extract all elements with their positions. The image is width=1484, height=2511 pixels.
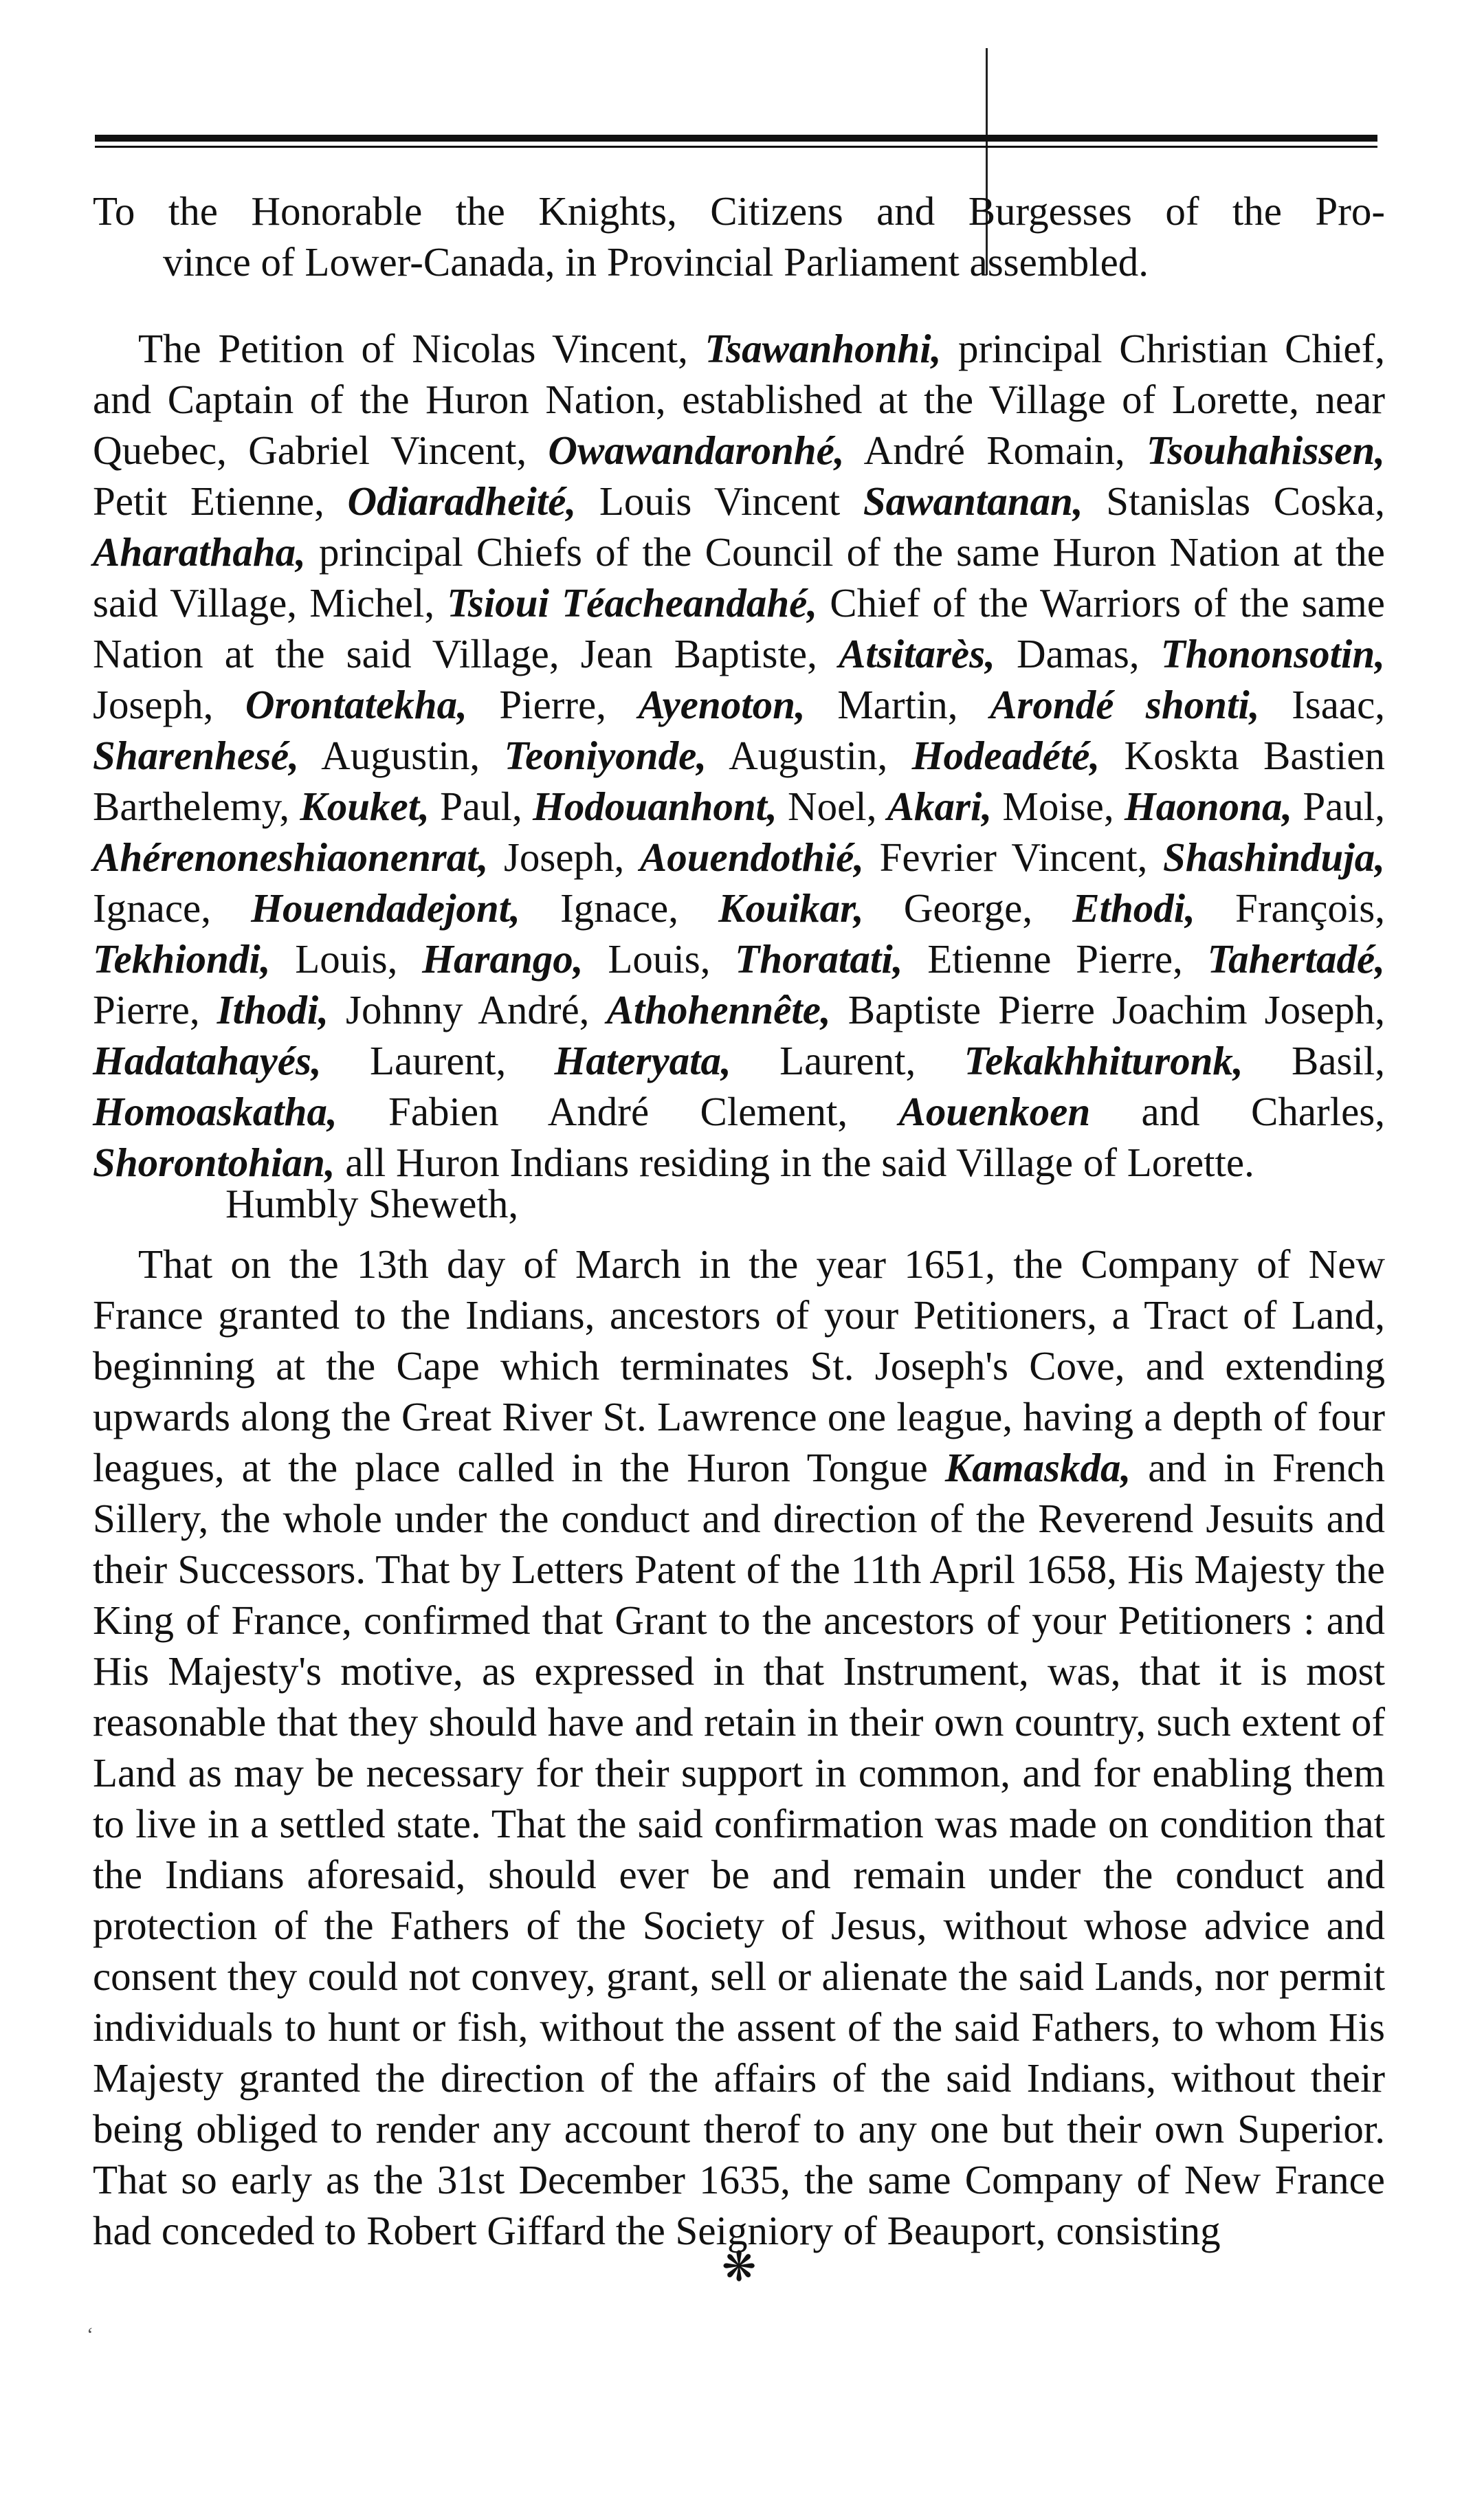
huron-name: Tahertadé, xyxy=(1207,936,1385,982)
huron-name: Shashinduja, xyxy=(1162,834,1386,880)
huron-name: Aouendothié, xyxy=(639,834,865,880)
huron-name: Houendadejont, xyxy=(251,885,520,931)
huron-name: Akari, xyxy=(887,784,993,829)
huron-name: Aharathaha, xyxy=(93,529,306,575)
huron-name: Hateryata, xyxy=(554,1038,731,1083)
huron-name: Tsawanhonhi, xyxy=(705,326,942,371)
huron-name: Odiaradheité, xyxy=(347,478,577,524)
address-line-2: vince of Lower-Canada, in Provincial Parliament assembled. xyxy=(163,239,1149,285)
huron-name: Tekakhhituronk, xyxy=(964,1038,1243,1083)
address-line-1: To the Honorable the Knights, Citizens and Burgesses of the Pro- xyxy=(93,188,1385,234)
huron-name: Orontatekha, xyxy=(245,682,467,727)
huron-name: Hadatahayés, xyxy=(93,1038,322,1083)
huron-name: Athohennête, xyxy=(606,987,831,1032)
huron-name: Ethodi, xyxy=(1072,885,1195,931)
header-rule-thin xyxy=(95,146,1377,148)
petition-paragraph xyxy=(93,323,1385,1188)
sheweth-heading: Humbly Sheweth, xyxy=(225,1181,519,1226)
huron-name: Sharenhesé, xyxy=(93,733,299,778)
huron-name: Hodouanhont, xyxy=(532,784,777,829)
huron-name: Kamaskda, xyxy=(944,1445,1131,1490)
asterism-ornament-icon: ❋ xyxy=(722,2243,757,2291)
huron-name: Homoaskatha, xyxy=(93,1089,337,1134)
huron-name: Harango, xyxy=(422,936,584,982)
huron-name: Ithodi, xyxy=(217,987,329,1032)
huron-name: Tsioui Téacheandahé, xyxy=(447,580,818,626)
huron-name: Kouket, xyxy=(300,784,430,829)
petition-text: The Petition of Nicolas Vincent, Tsawanhonhi, principal Christian Chief, and Captain of the Huron Nation, established at the Village of Lorette, near Quebec, Gabriel Vincent, Owawandaronhé, André Romain, Tsouhahissen, Petit Etienne, Odiaradheité, Louis Vincent Sawantanan, Stanislas Coska, Aharathaha, principal Chiefs of the Council of the same Huron Nation at the said Village, Michel, Tsioui Téacheandahé, Chief of the Warriors of the same Nation at the said Village, Jean Baptiste, Atsitarès, Damas, Thononsotin, Joseph, Orontatekha, Pierre, Ayenoton, Martin, Arondé shonti, Isaac, Sharenhesé, Augustin, Teoniyonde, Augustin, Hodeadété, Koskta Bastien Barthelemy, Kouket, Paul, Hodouanhont, Noel, Akari, Moise, Haonona, Paul, Ahérenoneshiaonenrat, Joseph, Aouendothié, Fevrier Vincent, Shashinduja, Ignace, Houendadejont, Ignace, Kouikar, George, Ethodi, François, Tekhiondi, Louis, Harango, Louis, Thoratati, Etienne Pierre, Tahertadé, Pierre, Ithodi, Johnny André, Athohennête, Baptiste Pierre Joachim Joseph, Hadatahayés, Laurent, Hateryata, Laurent, Tekakhhituronk, Basil, Homoaskatha, Fabien André Clement, Aouenkoen and Charles, Shorontohian, all Huron Indians residing in the said Village of Lorette. xyxy=(93,326,1386,1185)
stray-mark: ʻ xyxy=(87,2323,93,2346)
huron-name: Sawantanan, xyxy=(863,478,1083,524)
huron-name: Aouenkoen xyxy=(898,1089,1091,1134)
huron-name: Ahérenoneshiaonenrat, xyxy=(93,834,489,880)
huron-name: Tekhiondi, xyxy=(93,936,271,982)
huron-name: Tsouhahissen, xyxy=(1146,428,1385,473)
huron-name: Ayenoton, xyxy=(638,682,806,727)
huron-name: Owawandaronhé, xyxy=(548,428,845,473)
huron-name: Arondé shonti, xyxy=(990,682,1260,727)
huron-name: Thononsotin, xyxy=(1160,631,1385,676)
body-text: That on the 13th day of March in the year 1651, the Company of New France granted to the Indians, ancestors of your Petitioners, a Tract of Land, beginning at the Cape which terminates St. Joseph's Cove, and extending upwards along the Great River St. Lawrence one league, having a depth of four leagues, at the place called in the Huron Tongue Kamaskda, and in French Sillery, the whole under the conduct and direction of the Reverend Jesuits and their Successors. That by Letters Patent of the 11th April 1658, His Majesty the King of France, confirmed that Grant to the ancestors of your Petitioners : and His Majesty's motive, as expressed in that Instrument, was, that it is most reasonable that they should have and retain in their own country, such extent of Land as may be necessary for their support in common, and for enabling them to live in a settled state. That the said confirmation was made on condition that the Indians aforesaid, should ever be and remain under the conduct and protection of the Fathers of the Society of Jesus, without whose advice and consent they could not convey, grant, sell or alienate the said Lands, nor permit individuals to hunt or fish, without the assent of the said Fathers, to whom His Majesty granted the direction of the affairs of the said Indians, without their being obliged to render any account therof to any one but their own Superior. That so early as the 31st December 1635, the same Company of New France had conceded to Robert Giffard the Seigniory of Beauport, consisting xyxy=(93,1241,1385,2253)
header-rule-thick xyxy=(95,135,1377,142)
huron-name: Thoratati, xyxy=(735,936,903,982)
huron-name: Shorontohian, xyxy=(93,1140,335,1185)
huron-name: Haonona, xyxy=(1124,784,1293,829)
body-paragraph xyxy=(93,1239,1385,2256)
address-block xyxy=(93,186,1385,287)
huron-name: Atsitarès, xyxy=(838,631,995,676)
huron-name: Hodeadété, xyxy=(911,733,1100,778)
huron-name: Teoniyonde, xyxy=(504,733,707,778)
huron-name: Kouikar, xyxy=(718,885,864,931)
